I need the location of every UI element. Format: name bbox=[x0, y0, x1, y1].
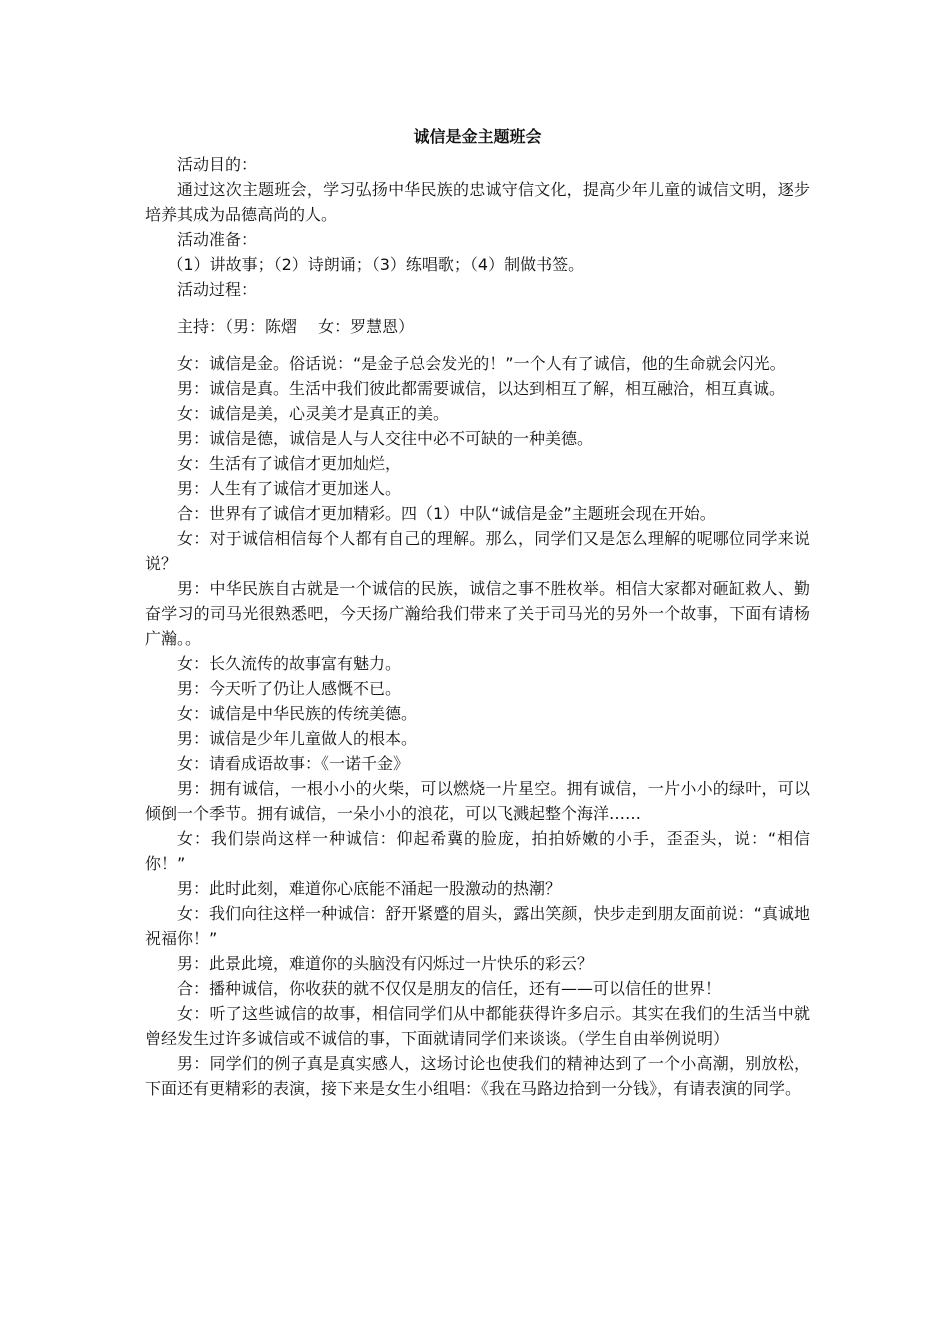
document-body bbox=[145, 124, 810, 1101]
paragraph-purpose: 通过这次主题班会，学习弘扬中华民族的忠诚守信文化，提高少年儿童的诚信文明，逐步培养其成为品德高尚的人。 bbox=[145, 180, 810, 224]
dialogue-line: 男：同学们的例子真是真实感人，这场讨论也使我们的精神达到了一个小高潮，别放松，下面还有更精彩的表演，接下来是女生小组唱：《我在马路边拾到一分钱》，有请表演的同学。 bbox=[145, 1054, 810, 1098]
dialogue-line: 男：拥有诚信，一根小小的火柴，可以燃烧一片星空。拥有诚信，一片小小的绿叶，可以倾倒一个季节。拥有诚信，一朵小小的浪花，可以飞溅起整个海洋…… bbox=[145, 779, 810, 823]
dialogue-line: 女：我们向往这样一种诚信：舒开紧蹙的眉头，露出笑颜，快步走到朋友面前说：“真诚地祝福你！” bbox=[145, 904, 810, 948]
dialogue-line: 男：诚信是真。生活中我们彼此都需要诚信，以达到相互了解，相互融洽，相互真诚。 bbox=[177, 379, 786, 398]
dialogue-line: 女：诚信是中华民族的传统美德。 bbox=[177, 704, 418, 723]
dialogue-line: 男：此景此境，难道你的头脑没有闪烁过一片快乐的彩云？ bbox=[177, 954, 594, 973]
dialogue-line: 男：人生有了诚信才更加迷人。 bbox=[177, 479, 402, 498]
section-heading-preparation: 活动准备： bbox=[177, 230, 258, 249]
dialogue-line: 女：生活有了诚信才更加灿烂， bbox=[177, 454, 402, 473]
dialogue-line: 合：世界有了诚信才更加精彩。四（1）中队“诚信是金”主题班会现在开始。 bbox=[177, 504, 716, 523]
dialogue-line: 男：诚信是德，诚信是人与人交往中必不可缺的一种美德。 bbox=[177, 429, 594, 448]
section-heading-purpose: 活动目的： bbox=[177, 155, 258, 174]
dialogue-line: 男：诚信是少年儿童做人的根本。 bbox=[177, 729, 418, 748]
dialogue-line: 男：此时此刻，难道你心底能不涌起一股激动的热潮？ bbox=[177, 879, 562, 898]
dialogue-line: 女：听了这些诚信的故事，相信同学们从中都能获得许多启示。其实在我们的生活当中就曾经发生过许多诚信或不诚信的事，下面就请同学们来谈谈。（学生自由举例说明） bbox=[145, 1004, 810, 1048]
dialogue-line: 女：请看成语故事：《一诺千金》 bbox=[177, 754, 410, 773]
dialogue-line: 女：我们崇尚这样一种诚信：仰起希冀的脸庞，拍拍娇嫩的小手，歪歪头，说：“相信你！” bbox=[145, 829, 810, 873]
paragraph-hosts: 主持：（男：陈熠 女：罗慧恩） bbox=[177, 317, 415, 336]
spacer bbox=[145, 339, 810, 351]
dialogue-line: 合：播种诚信，你收获的就不仅仅是朋友的信任，还有——可以信任的世界！ bbox=[177, 979, 722, 998]
dialogue-line: 男：今天听了仍让人感慨不已。 bbox=[177, 679, 402, 698]
dialogue-line: 女：诚信是金。俗话说：“是金子总会发光的！”一个人有了诚信，他的生命就会闪光。 bbox=[177, 354, 786, 373]
section-heading-process: 活动过程： bbox=[177, 280, 258, 299]
spacer bbox=[145, 302, 810, 314]
dialogue-line: 男：中华民族自古就是一个诚信的民族，诚信之事不胜枚举。相信大家都对砸缸救人、勤奋学习的司马光很熟悉吧，今天扬广瀚给我们带来了关于司马光的另外一个故事，下面有请杨广瀚。。 bbox=[145, 579, 810, 648]
document-title: 诚信是金主题班会 bbox=[413, 127, 542, 146]
paragraph-preparation-list: （1）讲故事；（2）诗朗诵；（3）练唱歌；（4）制做书签。 bbox=[167, 255, 585, 274]
dialogue-line: 女：对于诚信相信每个人都有自己的理解。那么，同学们又是怎么理解的呢哪位同学来说说？ bbox=[145, 529, 810, 573]
dialogue-line: 女：长久流传的故事富有魅力。 bbox=[177, 654, 402, 673]
dialogue-line: 女：诚信是美，心灵美才是真正的美。 bbox=[177, 404, 450, 423]
